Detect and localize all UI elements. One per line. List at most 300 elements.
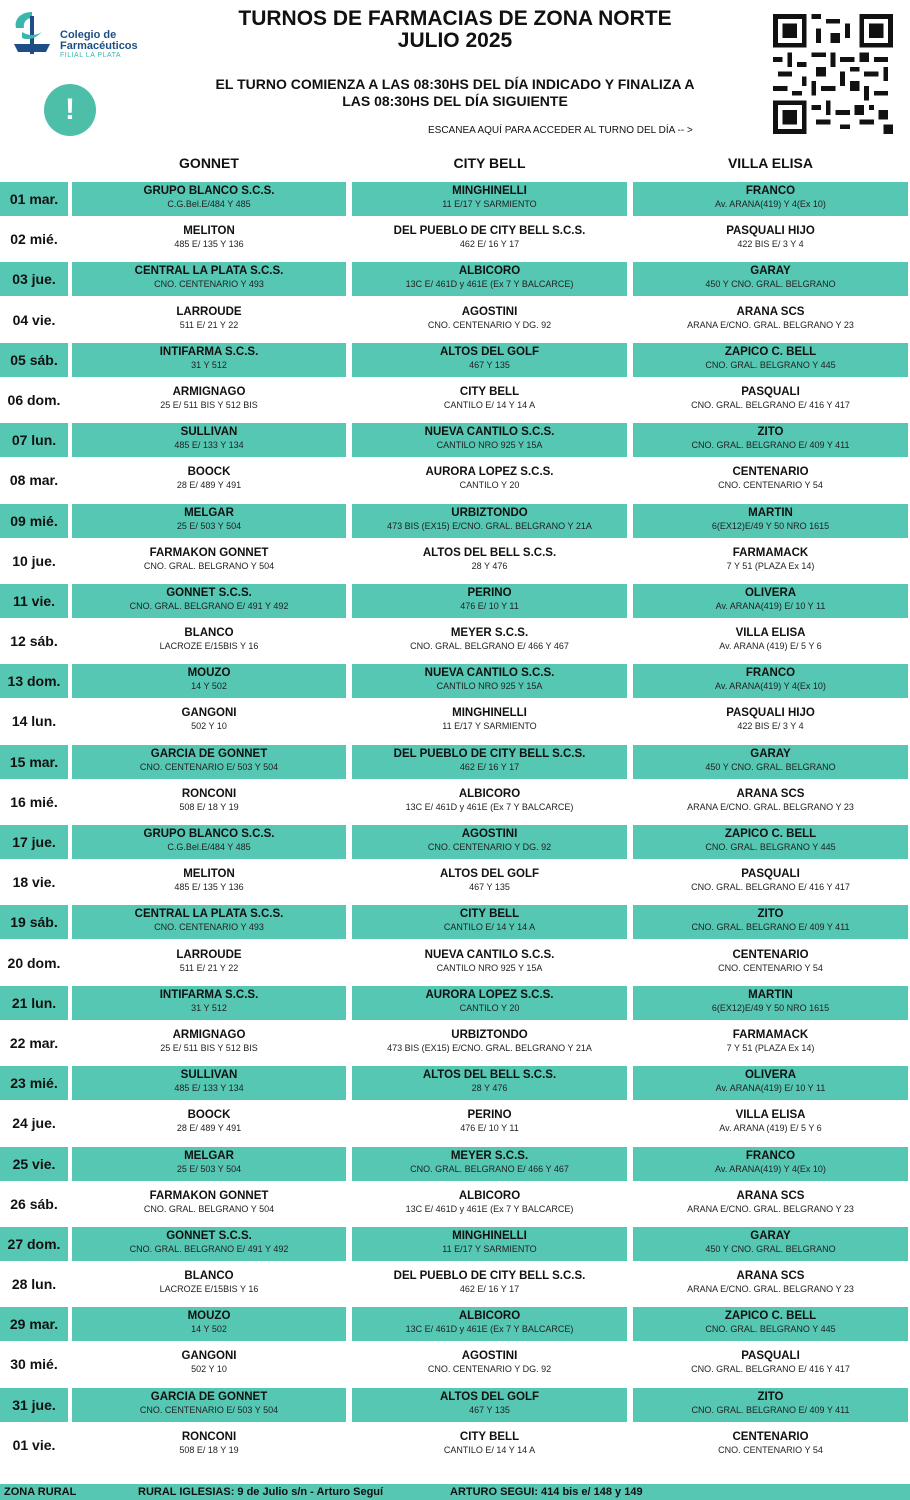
pharmacy-name: PASQUALI HIJO — [726, 707, 815, 720]
pharmacy-cell-villa-elisa — [633, 1267, 908, 1301]
table-row — [0, 1104, 910, 1144]
table-row — [0, 783, 910, 823]
pharmacy-cell-city-bell — [352, 785, 627, 819]
pharmacy-cell-villa-elisa — [633, 1066, 908, 1100]
pharmacy-name: DEL PUEBLO DE CITY BELL S.C.S. — [393, 225, 586, 238]
pharmacy-address: 28 Y 476 — [471, 1083, 508, 1094]
pharmacy-cell-villa-elisa — [633, 1428, 908, 1462]
pharmacy-address: CANTILO E/ 14 Y 14 A — [443, 1444, 536, 1455]
pharmacy-name: ALTOS DEL GOLF — [439, 1390, 540, 1403]
pharmacy-cell-villa-elisa — [633, 986, 908, 1020]
pharmacy-name: CENTRAL LA PLATA S.C.S. — [134, 908, 284, 921]
pharmacy-cell-city-bell — [352, 463, 627, 497]
pharmacy-name: CITY BELL — [459, 908, 520, 921]
pharmacy-cell-city-bell — [352, 905, 627, 939]
pharmacy-address: 28 Y 476 — [471, 560, 508, 571]
table-row — [0, 502, 910, 542]
pharmacy-cell-city-bell — [352, 825, 627, 859]
row-date: 20 dom. — [7, 954, 61, 971]
table-row — [0, 260, 910, 300]
logo-subtitle: FILIAL LA PLATA — [60, 52, 122, 59]
pharmacy-address: Av. ARANA (419) E/ 5 Y 6 — [719, 1123, 822, 1134]
row-date: 21 lun. — [0, 986, 68, 1020]
pharmacy-name: URBIZTONDO — [451, 506, 528, 519]
pharmacy-address: ARANA E/CNO. GRAL. BELGRANO Y 23 — [687, 1203, 854, 1214]
pharmacy-address: 473 BIS (EX15) E/CNO. GRAL. BELGRANO Y 21A — [387, 520, 592, 531]
row-date: 16 mié. — [10, 793, 58, 810]
pharmacy-cell-gonnet — [72, 1307, 346, 1341]
row-date: 18 vie. — [12, 874, 56, 891]
pharmacy-address: Av. ARANA(419) E/ 10 Y 11 — [715, 600, 826, 611]
pharmacy-name: AURORA LOPEZ S.C.S. — [425, 988, 554, 1001]
pharmacy-name: INTIFARMA S.C.S. — [159, 345, 259, 358]
pharmacy-name: RONCONI — [181, 1430, 237, 1443]
row-date: 06 dom. — [7, 391, 61, 408]
pharmacy-cell-gonnet — [72, 544, 346, 578]
rural-zone-label: ZONA RURAL — [4, 1486, 77, 1498]
pharmacy-name: ZITO — [757, 1390, 784, 1403]
pharmacy-cell-villa-elisa — [633, 1347, 908, 1381]
pharmacy-cell-city-bell — [352, 303, 627, 337]
table-row — [0, 1305, 910, 1345]
pharmacy-name: GRUPO BLANCO S.C.S. — [143, 828, 275, 840]
pharmacy-name: DEL PUEBLO DE CITY BELL S.C.S. — [393, 1270, 586, 1283]
table-row — [0, 863, 910, 903]
table-row — [0, 743, 910, 783]
column-header-villa-elisa: VILLA ELISA — [727, 155, 814, 171]
pharmacy-name: AGOSTINI — [461, 828, 518, 840]
pharmacy-cell-city-bell — [352, 383, 627, 417]
pharmacy-cell-gonnet — [72, 463, 346, 497]
pharmacy-name: CENTENARIO — [732, 1430, 809, 1443]
pharmacy-cell-city-bell — [352, 1388, 627, 1422]
pharmacy-cell-city-bell — [352, 986, 627, 1020]
pharmacy-cell-city-bell — [352, 624, 627, 658]
column-header-gonnet: GONNET — [179, 155, 239, 171]
pharmacy-name: ARMIGNAGO — [172, 1028, 246, 1041]
table-row — [0, 903, 910, 943]
pharmacy-address: CANTILO E/ 14 Y 14 A — [443, 922, 536, 933]
pharmacy-address: CNO. CENTENARIO Y 54 — [718, 962, 823, 973]
pharmacy-address: CNO. GRAL. BELGRANO E/ 416 Y 417 — [691, 1364, 850, 1375]
pharmacy-name: AGOSTINI — [461, 1350, 518, 1363]
table-row — [0, 662, 910, 702]
pharmacy-cell-city-bell — [352, 1026, 627, 1060]
table-row — [0, 180, 910, 220]
table-row — [0, 823, 910, 863]
pharmacy-name: SULLIVAN — [180, 426, 238, 439]
pharmacy-cell-city-bell — [352, 1267, 627, 1301]
pharmacy-cell-gonnet — [72, 905, 346, 939]
pharmacy-cell-city-bell — [352, 704, 627, 738]
pharmacy-cell-city-bell — [352, 1347, 627, 1381]
row-date: 19 sáb. — [0, 905, 68, 939]
pharmacy-address: 467 Y 135 — [469, 1404, 510, 1415]
pharmacy-name: MINGHINELLI — [452, 707, 527, 720]
pharmacy-name: ZITO — [757, 426, 784, 439]
pharmacy-address: C.G.Bel.E/484 Y 485 — [167, 842, 251, 852]
pharmacy-name: FARMAKON GONNET — [149, 1189, 269, 1202]
pharmacy-name: MOUZO — [187, 667, 231, 680]
table-row — [0, 381, 910, 421]
pharmacy-name: ALBICORO — [458, 265, 521, 278]
pharmacy-address: 508 E/ 18 Y 19 — [179, 1444, 239, 1455]
row-date: 10 jue. — [12, 552, 56, 569]
pharmacy-name: ARANA SCS — [736, 1189, 805, 1202]
row-date: 02 mié. — [10, 231, 58, 248]
pharmacy-address: CANTILO NRO 925 Y 15A — [436, 681, 543, 692]
pharmacy-name: ZAPICO C. BELL — [724, 345, 817, 358]
pharmacy-cell-villa-elisa — [633, 303, 908, 337]
pharmacy-address: CNO. GRAL. BELGRANO Y 504 — [143, 1203, 275, 1214]
pharmacy-name: VILLA ELISA — [735, 1109, 806, 1122]
pharmacy-name: BOOCK — [187, 1109, 231, 1122]
pharmacy-address: CNO. CENTENARIO Y 493 — [154, 279, 264, 290]
table-row — [0, 341, 910, 381]
pharmacy-address: 11 E/17 Y SARMIENTO — [442, 1243, 537, 1254]
pharmacy-address: 508 E/ 18 Y 19 — [179, 801, 239, 812]
row-date: 08 mar. — [9, 472, 59, 489]
pharmacy-address: CNO. GRAL. BELGRANO Y 504 — [143, 560, 275, 571]
pharmacy-name: ALBICORO — [458, 1189, 521, 1202]
pharmacy-address: CNO. CENTENARIO Y 54 — [718, 1444, 823, 1455]
pharmacy-cell-gonnet — [72, 1106, 346, 1140]
pharmacy-address: 485 E/ 133 Y 134 — [174, 1083, 244, 1094]
pharmacy-address: CNO. GRAL. BELGRANO Y 445 — [705, 1324, 836, 1335]
row-date: 24 jue. — [12, 1115, 56, 1132]
pharmacy-name: BOOCK — [187, 466, 231, 479]
title-line-2: JULIO 2025 — [397, 29, 513, 52]
pharmacy-address: CANTILO Y 20 — [459, 480, 520, 491]
pharmacy-cell-villa-elisa — [633, 1227, 908, 1261]
pharmacy-name: ARMIGNAGO — [172, 385, 246, 398]
pharmacy-cell-gonnet — [72, 423, 346, 457]
pharmacy-name: ALTOS DEL GOLF — [439, 345, 540, 358]
pharmacy-cell-city-bell — [352, 1307, 627, 1341]
pharmacy-address: CNO. CENTENARIO Y DG. 92 — [427, 1364, 552, 1375]
pharmacy-address: 462 E/ 16 Y 17 — [459, 239, 520, 250]
page-title — [170, 8, 740, 52]
pharmacy-address: 485 E/ 135 Y 136 — [174, 882, 244, 893]
pharmacy-name: GANGONI — [181, 1350, 237, 1363]
pharmacy-name: PERINO — [467, 586, 512, 599]
pharmacy-name: VILLA ELISA — [735, 627, 806, 640]
pharmacy-cell-villa-elisa — [633, 584, 908, 618]
pharmacy-address: CNO. GRAL. BELGRANO E/ 416 Y 417 — [691, 882, 850, 893]
pharmacy-address: 476 E/ 10 Y 11 — [460, 600, 519, 611]
table-row — [0, 1345, 910, 1385]
scan-hint: ESCANEA AQUÍ PARA ACCEDER AL TURNO DEL DÍA -- > — [428, 125, 693, 136]
pharmacy-address: 31 Y 512 — [191, 359, 227, 370]
pharmacy-name: GARAY — [750, 265, 791, 278]
pharmacy-address: 7 Y 51 (PLAZA Ex 14) — [726, 560, 815, 571]
pharmacy-cell-villa-elisa — [633, 825, 908, 859]
pharmacy-name: BLANCO — [184, 1270, 234, 1283]
logo-name: Colegio de Farmacéuticos — [60, 29, 138, 52]
pharmacy-cell-gonnet — [72, 624, 346, 658]
pharmacy-address: CNO. CENTENARIO E/ 503 Y 504 — [139, 761, 279, 772]
pharmacy-cell-villa-elisa — [633, 463, 908, 497]
pharmacy-address: 422 BIS E/ 3 Y 4 — [737, 721, 804, 732]
pharmacy-address: ARANA E/CNO. GRAL. BELGRANO Y 23 — [687, 801, 854, 812]
row-date: 05 sáb. — [0, 343, 68, 377]
pharmacy-name: FARMAKON GONNET — [149, 546, 269, 559]
pharmacy-name: AGOSTINI — [461, 305, 518, 318]
pharmacy-name: NUEVA CANTILO S.C.S. — [424, 426, 555, 439]
pharmacy-address: CNO. GRAL. BELGRANO E/ 409 Y 411 — [691, 440, 850, 451]
pharmacy-name: MELGAR — [184, 506, 234, 519]
pharmacy-name: CITY BELL — [459, 1430, 520, 1443]
pharmacy-cell-city-bell — [352, 343, 627, 377]
pharmacy-address: 13C E/ 461D y 461E (Ex 7 Y BALCARCE) — [405, 279, 574, 290]
pharmacy-address: CANTILO E/ 14 Y 14 A — [443, 399, 536, 410]
pharmacy-cell-villa-elisa — [633, 905, 908, 939]
pharmacy-name: LARROUDE — [176, 305, 242, 318]
pharmacy-cell-gonnet — [72, 1147, 346, 1181]
pharmacy-name: PERINO — [467, 1109, 512, 1122]
pharmacy-name: BLANCO — [184, 627, 234, 640]
pharmacy-address: 473 BIS (EX15) E/CNO. GRAL. BELGRANO Y 21A — [387, 1042, 592, 1053]
row-date: 11 vie. — [0, 584, 68, 618]
pharmacy-cell-villa-elisa — [633, 745, 908, 779]
row-date: 12 sáb. — [10, 633, 58, 650]
pharmacy-cell-villa-elisa — [633, 343, 908, 377]
table-row — [0, 542, 910, 582]
pharmacy-name: MARTIN — [748, 506, 793, 519]
pharmacy-cell-city-bell — [352, 584, 627, 618]
column-header-city-bell: CITY BELL — [453, 155, 526, 171]
pharmacy-cell-villa-elisa — [633, 1388, 908, 1422]
pharmacy-cell-gonnet — [72, 1187, 346, 1221]
pharmacy-cell-gonnet — [72, 745, 346, 779]
pharmacy-name: GARCIA DE GONNET — [150, 1390, 268, 1403]
table-row — [0, 220, 910, 260]
pharmacy-name: MOUZO — [187, 1310, 231, 1323]
pharmacy-cell-gonnet — [72, 1066, 346, 1100]
pharmacy-name: NUEVA CANTILO S.C.S. — [424, 667, 555, 680]
table-row — [0, 1064, 910, 1104]
pharmacy-name: MINGHINELLI — [452, 185, 527, 197]
pharmacy-address: 14 Y 502 — [191, 681, 227, 692]
pharmacy-address: C.G.Bel.E/484 Y 485 — [167, 199, 251, 209]
pharmacy-cell-gonnet — [72, 1428, 346, 1462]
row-date: 03 jue. — [0, 262, 68, 296]
pharmacy-name: FARMAMACK — [732, 1028, 809, 1041]
pharmacy-address: CNO. CENTENARIO E/ 503 Y 504 — [139, 1404, 279, 1415]
pharmacy-name: MINGHINELLI — [452, 1229, 527, 1242]
pharmacy-name: INTIFARMA S.C.S. — [159, 988, 259, 1001]
table-row — [0, 984, 910, 1024]
pharmacy-address: 11 E/17 Y SARMIENTO — [442, 721, 537, 732]
table-row — [0, 622, 910, 662]
pharmacy-cell-city-bell — [352, 544, 627, 578]
pharmacy-name: URBIZTONDO — [451, 1028, 528, 1041]
pharmacy-address: 6(EX12)E/49 Y 50 NRO 1615 — [711, 1002, 830, 1013]
table-row — [0, 461, 910, 501]
pharmacy-cell-villa-elisa — [633, 704, 908, 738]
pharmacy-address: 462 E/ 16 Y 17 — [459, 1284, 520, 1295]
pharmacy-address: 6(EX12)E/49 Y 50 NRO 1615 — [711, 520, 830, 531]
pharmacy-cell-villa-elisa — [633, 423, 908, 457]
pharmacy-address: 13C E/ 461D y 461E (Ex 7 Y BALCARCE) — [405, 1324, 574, 1335]
pharmacy-name: PASQUALI — [741, 1350, 800, 1363]
pharmacy-name: FRANCO — [745, 185, 796, 197]
pharmacy-name: ALTOS DEL BELL S.C.S. — [422, 1069, 557, 1082]
pharmacy-cell-villa-elisa — [633, 785, 908, 819]
schedule-notice — [160, 76, 750, 110]
pharmacy-name: MELITON — [183, 868, 235, 881]
pharmacy-name: LARROUDE — [176, 948, 242, 961]
pharmacy-cell-villa-elisa — [633, 1147, 908, 1181]
pharmacy-address: 450 Y CNO. GRAL. BELGRANO — [705, 1243, 836, 1254]
pharmacy-address: CNO. CENTENARIO Y 54 — [718, 480, 823, 491]
pharmacy-address: CANTILO Y 20 — [459, 1002, 520, 1013]
pharmacy-name: GONNET S.C.S. — [166, 1229, 252, 1242]
pharmacy-cell-gonnet — [72, 986, 346, 1020]
pharmacy-name: MARTIN — [748, 988, 793, 1001]
pharmacy-address: CANTILO NRO 925 Y 15A — [436, 962, 543, 973]
pharmacy-address: 25 E/ 511 BIS Y 512 BIS — [160, 399, 258, 410]
pharmacy-address: CNO. GRAL. BELGRANO Y 445 — [705, 842, 836, 852]
pharmacy-address: 13C E/ 461D y 461E (Ex 7 Y BALCARCE) — [405, 1203, 574, 1214]
pharmacy-address: Av. ARANA(419) Y 4(Ex 10) — [715, 681, 826, 692]
pharmacy-address: Av. ARANA(419) E/ 10 Y 11 — [715, 1083, 826, 1094]
row-date: 07 lun. — [0, 423, 68, 457]
pharmacy-cell-villa-elisa — [633, 946, 908, 980]
pharmacy-name: ARANA SCS — [736, 787, 805, 800]
pharmacy-name: GARAY — [750, 1229, 791, 1242]
pharmacy-cell-city-bell — [352, 1147, 627, 1181]
pharmacy-name: PASQUALI — [741, 868, 800, 881]
table-row — [0, 1145, 910, 1185]
pharmacy-name: GANGONI — [181, 707, 237, 720]
pharmacy-cell-villa-elisa — [633, 624, 908, 658]
pharmacy-name: ARANA SCS — [736, 305, 805, 318]
row-date: 31 jue. — [0, 1388, 68, 1422]
row-date: 13 dom. — [0, 664, 68, 698]
pharmacy-name: ZAPICO C. BELL — [724, 828, 817, 840]
pharmacy-name: SULLIVAN — [180, 1069, 238, 1082]
pharmacy-address: 511 E/ 21 Y 22 — [179, 962, 239, 973]
pharmacy-address: 28 E/ 489 Y 491 — [176, 480, 242, 491]
row-date: 14 lun. — [11, 713, 57, 730]
pharmacy-address: 485 E/ 133 Y 134 — [174, 440, 244, 451]
pharmacy-address: 25 E/ 503 Y 504 — [176, 1163, 242, 1174]
pharmacy-address: CNO. GRAL. BELGRANO E/ 491 Y 492 — [129, 1243, 289, 1254]
pharmacy-cell-gonnet — [72, 504, 346, 538]
pharmacy-cell-city-bell — [352, 423, 627, 457]
pharmacy-address: 25 E/ 503 Y 504 — [176, 520, 242, 531]
title-line-1: TURNOS DE FARMACIAS DE ZONA NORTE — [238, 7, 672, 30]
pharmacy-cell-city-bell — [352, 1066, 627, 1100]
row-date: 09 mié. — [0, 504, 68, 538]
pharmacy-address: 11 E/17 Y SARMIENTO — [442, 199, 537, 209]
pharmacy-cell-villa-elisa — [633, 383, 908, 417]
pharmacy-address: 28 E/ 489 Y 491 — [176, 1123, 242, 1134]
pharmacy-cell-villa-elisa — [633, 182, 908, 216]
pharmacy-cell-city-bell — [352, 1187, 627, 1221]
pharmacy-address: CNO. GRAL. BELGRANO E/ 491 Y 492 — [129, 600, 289, 611]
row-date: 23 mié. — [0, 1066, 68, 1100]
pharmacy-address: 450 Y CNO. GRAL. BELGRANO — [705, 279, 836, 290]
row-date: 22 mar. — [9, 1034, 59, 1051]
pharmacy-cell-villa-elisa — [633, 1106, 908, 1140]
pharmacy-address: 422 BIS E/ 3 Y 4 — [737, 239, 804, 250]
pharmacy-address: 502 Y 10 — [191, 721, 227, 732]
pharmacy-cell-gonnet — [72, 825, 346, 859]
pharmacy-address: LACROZE E/15BIS Y 16 — [159, 641, 259, 652]
pharmacy-name: CENTENARIO — [732, 948, 809, 961]
pharmacy-name: MEYER S.C.S. — [450, 1149, 529, 1162]
pharmacy-name: CENTENARIO — [732, 466, 809, 479]
pharmacy-name: ZAPICO C. BELL — [724, 1310, 817, 1323]
rural-iglesias-info: RURAL IGLESIAS: 9 de Julio s/n - Arturo Seguí — [138, 1486, 384, 1498]
pharmacy-cell-villa-elisa — [633, 544, 908, 578]
pharmacy-cell-gonnet — [72, 383, 346, 417]
pharmacy-cell-city-bell — [352, 946, 627, 980]
pharmacy-name: MELGAR — [184, 1149, 234, 1162]
pharmacy-cell-city-bell — [352, 865, 627, 899]
row-date: 17 jue. — [0, 825, 68, 859]
pharmacy-address: Av. ARANA (419) E/ 5 Y 6 — [719, 641, 822, 652]
caduceus-logo-icon — [8, 8, 56, 60]
pharmacy-cell-city-bell — [352, 664, 627, 698]
pharmacy-name: ZITO — [757, 908, 784, 921]
rural-zone-footer — [0, 1484, 910, 1500]
pharmacy-cell-gonnet — [72, 664, 346, 698]
pharmacy-name: OLIVERA — [744, 586, 797, 599]
pharmacy-cell-city-bell — [352, 1106, 627, 1140]
pharmacy-address: 450 Y CNO. GRAL. BELGRANO — [705, 761, 836, 772]
pharmacy-address: 511 E/ 21 Y 22 — [179, 319, 239, 330]
pharmacy-name: NUEVA CANTILO S.C.S. — [424, 948, 555, 961]
pharmacy-address: LACROZE E/15BIS Y 16 — [159, 1284, 259, 1295]
row-date: 28 lun. — [11, 1276, 57, 1293]
pharmacy-name: GONNET S.C.S. — [166, 586, 252, 599]
arturo-segui-info: ARTURO SEGUI: 414 bis e/ 148 y 149 — [450, 1486, 643, 1498]
pharmacy-address: ARANA E/CNO. GRAL. BELGRANO Y 23 — [687, 319, 854, 330]
pharmacy-name: GARAY — [750, 747, 791, 760]
pharmacy-name: ALBICORO — [458, 787, 521, 800]
row-date: 04 vie. — [12, 311, 56, 328]
pharmacy-name: ALTOS DEL GOLF — [439, 868, 540, 881]
pharmacy-cell-gonnet — [72, 1227, 346, 1261]
pharmacy-cell-gonnet — [72, 1026, 346, 1060]
table-row — [0, 582, 910, 622]
notice-line-1: EL TURNO COMIENZA A LAS 08:30HS DEL DÍA INDICADO Y FINALIZA A — [215, 76, 695, 92]
qr-code-icon[interactable] — [773, 14, 893, 134]
pharmacy-address: ARANA E/CNO. GRAL. BELGRANO Y 23 — [687, 1284, 854, 1295]
pharmacy-cell-gonnet — [72, 1347, 346, 1381]
table-row — [0, 1185, 910, 1225]
pharmacy-cell-gonnet — [72, 704, 346, 738]
pharmacy-cell-gonnet — [72, 584, 346, 618]
pharmacy-address: 14 Y 502 — [191, 1324, 227, 1335]
row-date: 29 mar. — [0, 1307, 68, 1341]
pharmacy-address: CNO. CENTENARIO Y DG. 92 — [427, 319, 552, 330]
table-row — [0, 1386, 910, 1426]
pharmacy-cell-villa-elisa — [633, 664, 908, 698]
notice-line-2: LAS 08:30HS DEL DÍA SIGUIENTE — [342, 93, 568, 109]
row-date: 15 mar. — [0, 745, 68, 779]
column-headers — [0, 155, 910, 175]
pharmacy-address: 7 Y 51 (PLAZA Ex 14) — [726, 1042, 815, 1053]
pharmacy-name: MELITON — [183, 225, 235, 238]
table-row — [0, 301, 910, 341]
pharmacy-cell-city-bell — [352, 745, 627, 779]
row-date: 01 mar. — [0, 182, 68, 216]
pharmacy-address: 467 Y 135 — [469, 882, 510, 893]
